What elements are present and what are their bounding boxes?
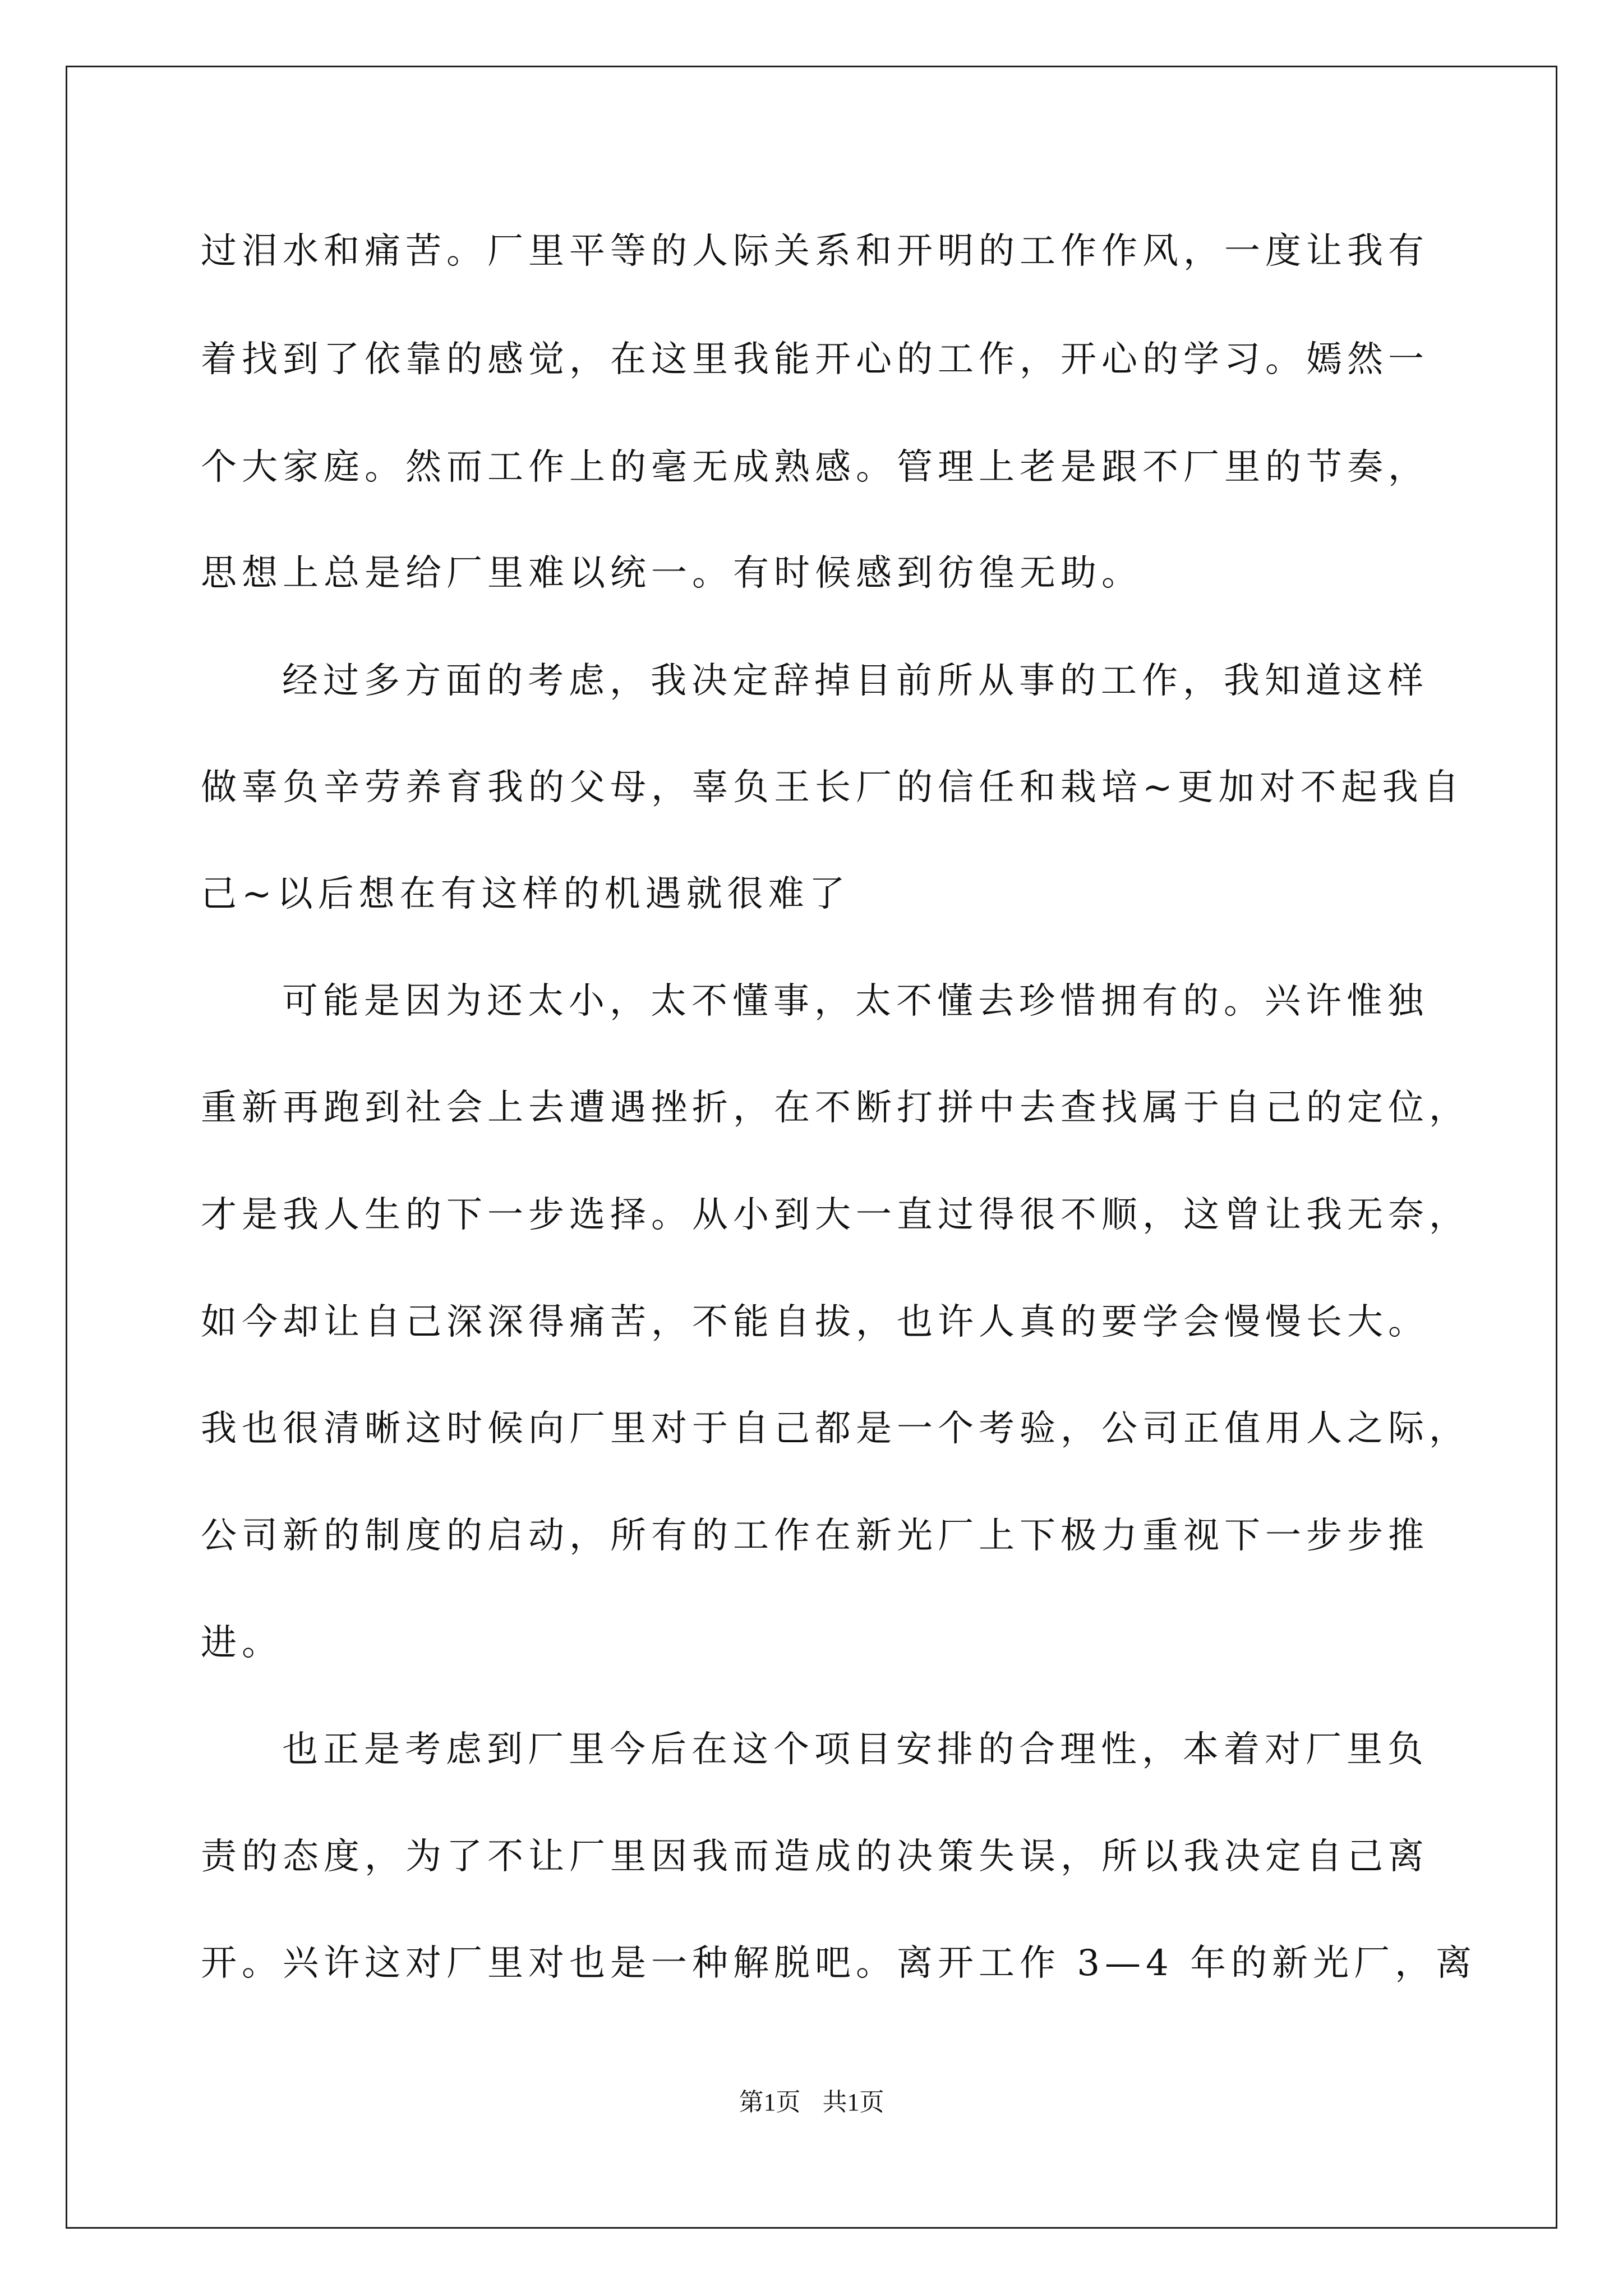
text-line: 个大家庭。然而工作上的毫无成熟感。管理上老是跟不厂里的节奏， — [201, 447, 1429, 488]
text-line-indented: 可能是因为还太小，太不懂事，太不懂去珍惜拥有的。兴许惟独 — [282, 981, 1428, 1022]
text-line: 过泪水和痛苦。厂里平等的人际关系和开明的工作作风，一度让我有 — [201, 231, 1429, 272]
text-line: 责的态度，为了不让厂里因我而造成的决策失误，所以我决定自己离 — [201, 1836, 1429, 1878]
text-line: 己~以后想在有这样的机遇就很难了 — [201, 873, 850, 915]
text-line: 如今却让自己深深得痛苦，不能自拔，也许人真的要学会慢慢长大。 — [201, 1301, 1429, 1343]
text-line: 着找到了依靠的感觉，在这里我能开心的工作，开心的学习。嫣然一 — [201, 339, 1429, 380]
text-line-indented: 经过多方面的考虑，我决定辞掉目前所从事的工作，我知道这样 — [282, 660, 1428, 702]
text-line-indented: 也正是考虑到厂里今后在这个项目安排的合理性，本着对厂里负 — [282, 1729, 1428, 1770]
page-total: 共1页 — [822, 2088, 884, 2116]
page-border — [66, 66, 1557, 2229]
page-footer — [0, 2087, 1623, 2118]
text-line: 公司新的制度的启动，所有的工作在新光厂上下极力重视下一步步推 — [201, 1515, 1429, 1557]
text-line: 进。 — [201, 1622, 283, 1664]
text-line: 思想上总是给厂里难以统一。有时候感到彷徨无助。 — [201, 553, 1142, 594]
text-line: 才是我人生的下一步选择。从小到大一直过得很不顺，这曾让我无奈， — [201, 1194, 1470, 1236]
text-line: 开。兴许这对厂里对也是一种解脱吧。离开工作 3—4 年的新光厂，离 — [201, 1943, 1477, 1984]
text-line: 做辜负辛劳养育我的父母，辜负王长厂的信任和栽培~更加对不起我自 — [201, 767, 1464, 808]
text-line: 我也很清晰这时候向厂里对于自己都是一个考验，公司正值用人之际， — [201, 1408, 1470, 1450]
page-number: 第1页 — [739, 2088, 801, 2116]
text-line: 重新再跑到社会上去遭遇挫折，在不断打拼中去查找属于自己的定位， — [201, 1087, 1470, 1129]
